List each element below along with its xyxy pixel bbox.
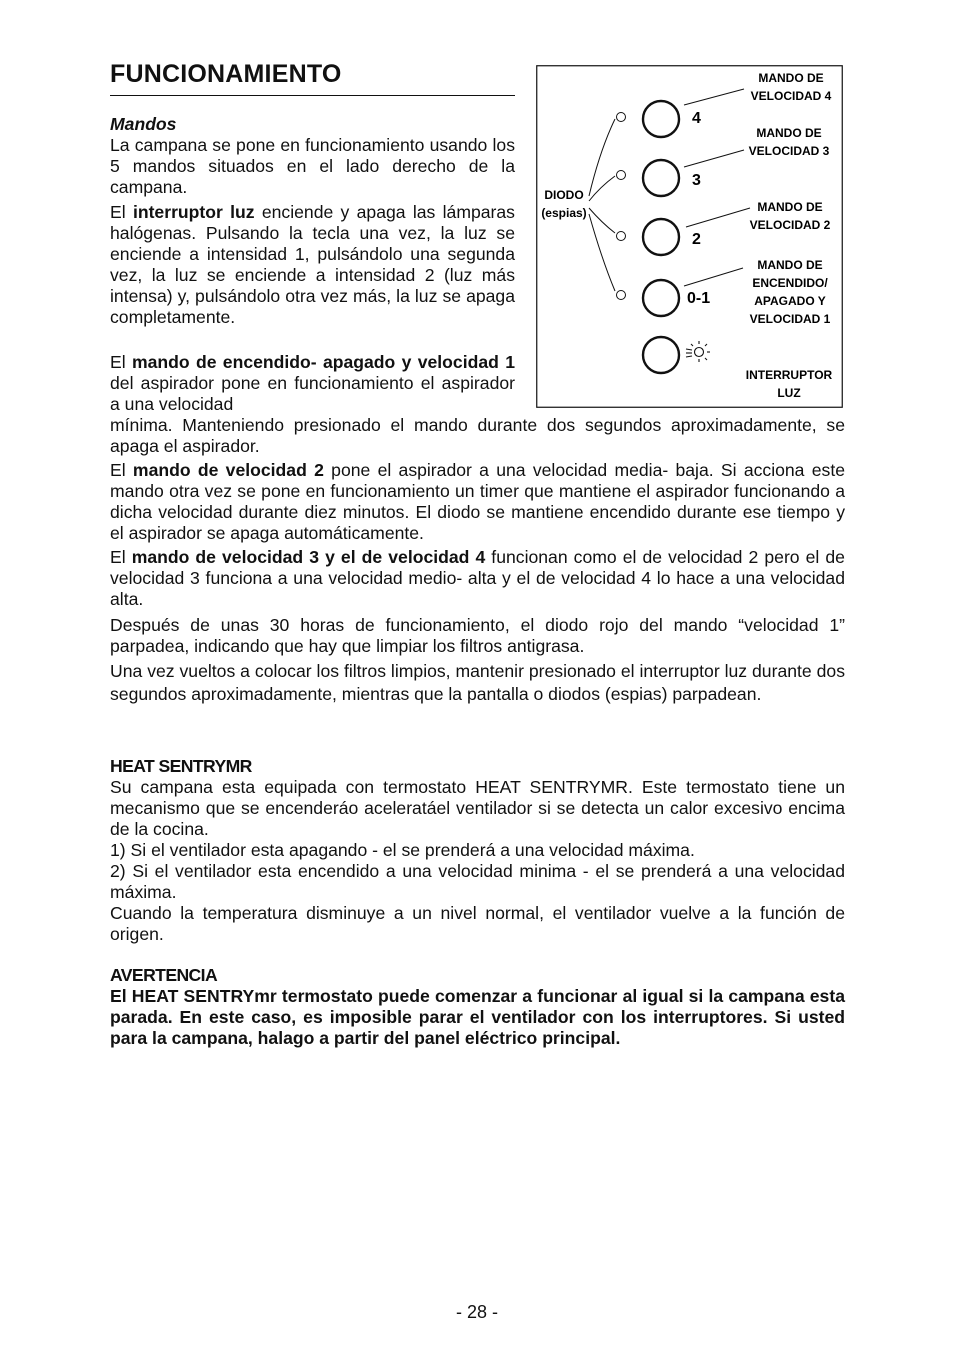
diode-leader-line bbox=[589, 208, 615, 233]
mandos-paragraph-7: Una vez vueltos a colocar los filtros limpios, mantenir presionado el interruptor luz durante dos segundos aproximadamente, mientras que la pantalla o diodos (espias) parpadean. bbox=[110, 661, 845, 704]
text-run: funcionan como el de velocidad 2 pero el de velocidad 3 funciona a una velocidad medio- alta y el de velocidad 4 lo hace a una velocidad alta. bbox=[110, 547, 845, 609]
speed-2-button[interactable] bbox=[643, 219, 679, 255]
bold-term: mando de velocidad 2 bbox=[132, 460, 324, 480]
warning-heading: AVERTENCIA bbox=[110, 965, 218, 985]
speed-4-label-line-2: VELOCIDAD 4 bbox=[750, 89, 832, 103]
speed-3-number: 3 bbox=[692, 172, 701, 189]
label-leader-line bbox=[684, 150, 744, 167]
speed-3-label-line-1: MANDO DE bbox=[756, 126, 822, 140]
text-run: del aspirador pone en funcionamiento el aspirador a una velocidad bbox=[110, 373, 515, 414]
speed-2-label-line-1: MANDO DE bbox=[757, 200, 823, 214]
speed-4-label-line-1: MANDO DE bbox=[758, 71, 824, 85]
heat-sentry-item-2: 2) Si el ventilador esta encendido a una velocidad minima - el se prenderá a una velocidad máxima. bbox=[110, 861, 845, 902]
heat-sentry-paragraph-1: Su campana esta equipada con termostato HEAT SENTRYMR. Este termostato tiene un mecanismo que se encenderáo aceleratáel ventilador si se detecta un calor excesivo encima de la cocina. bbox=[110, 777, 845, 839]
diode-label-line-1: DIODO bbox=[544, 188, 584, 202]
diode-leader-line bbox=[589, 214, 615, 291]
bold-term: mando de velocidad 3 y el de velocidad 4 bbox=[131, 547, 486, 567]
diode-indicator-2 bbox=[617, 232, 626, 241]
bold-term: mando de encendido- apagado y velocidad 1 bbox=[131, 352, 515, 372]
mandos-paragraph-3-continued: mínima. Manteniendo presionado el mando durante dos segundos aproximadamente, se apaga el aspirador. bbox=[110, 415, 845, 456]
diode-leader-line bbox=[589, 119, 615, 196]
speed-3-button[interactable] bbox=[643, 160, 679, 196]
text-run: enciende y apaga las lámparas halógenas. Pulsando la tecla una vez, la luz se enciende a intensidad 1, pulsándolo una segunda vez, la luz se enciende a intensidad 2 (luz más intensa) y, pulsándolo otra vez más, la luz se apaga completamente. bbox=[110, 202, 515, 327]
power-speed-1-label-line-2: ENCENDIDO/ bbox=[752, 276, 828, 290]
page-number: - 28 - bbox=[455, 1302, 498, 1322]
mandos-paragraph-3 bbox=[110, 352, 515, 415]
text-run: El bbox=[110, 547, 132, 567]
controls-diagram-svg bbox=[536, 65, 843, 408]
warning-body: El HEAT SENTRYmr termostato puede comenzar a funcionar al igual si la campana esta parada. En este caso, es imposible parar el ventilador con los interruptores. Si usted para la campana, halago a partir del panel eléctrico principal. bbox=[110, 986, 845, 1048]
bold-term: interruptor luz bbox=[132, 202, 255, 222]
label-leader-line bbox=[684, 89, 744, 105]
speed-4-button[interactable] bbox=[643, 101, 679, 137]
text-run: El bbox=[110, 352, 132, 372]
diode-indicator-4 bbox=[617, 113, 626, 122]
mandos-paragraph-4 bbox=[110, 460, 845, 544]
speed-2-label-line-2: VELOCIDAD 2 bbox=[749, 218, 831, 232]
light-switch-label-line-2: LUZ bbox=[777, 386, 801, 400]
diode-label-line-2: (espias) bbox=[541, 206, 587, 220]
diode-indicator-0-1 bbox=[617, 291, 626, 300]
page-title: FUNCIONAMIENTO bbox=[110, 60, 342, 88]
light-switch-label-line-1: INTERRUPTOR bbox=[745, 368, 833, 382]
heat-sentry-item-1: 1) Si el ventilador esta apagando - el se prenderá a una velocidad máxima. bbox=[110, 840, 695, 860]
label-leader-line bbox=[686, 208, 750, 227]
mandos-paragraph-2 bbox=[110, 202, 515, 328]
speed-2-number: 2 bbox=[692, 231, 701, 248]
label-leader-line bbox=[684, 268, 743, 286]
heat-sentry-heading: HEAT SENTRYMR bbox=[110, 756, 252, 776]
light-sun-icon bbox=[686, 341, 710, 362]
power-speed-1-button[interactable] bbox=[643, 280, 679, 316]
controls-diagram bbox=[536, 65, 843, 408]
text-run: pone el aspirador a una velocidad media- baja. Si acciona este mando otra vez se pone en funcionamiento un timer que mantiene el aspirador funcionando a dicha velocidad durante diez minutos. El diodo se mantiene encendido durante ese tiempo y el aspirador se apaga automáticamente. bbox=[110, 460, 845, 543]
mandos-paragraph-1: La campana se pone en funcionamiento usando los 5 mandos situados en el lado derecho de la campana. bbox=[110, 135, 515, 197]
title-rule bbox=[110, 95, 515, 96]
mandos-subheading: Mandos bbox=[110, 114, 177, 134]
power-speed-1-label-line-4: VELOCIDAD 1 bbox=[749, 312, 831, 326]
diode-indicator-3 bbox=[617, 171, 626, 180]
speed-3-label-line-2: VELOCIDAD 3 bbox=[748, 144, 830, 158]
text-run: El bbox=[110, 460, 133, 480]
text-run: El bbox=[110, 202, 133, 222]
power-speed-1-label-line-1: MANDO DE bbox=[757, 258, 823, 272]
power-speed-1-number: 0-1 bbox=[687, 290, 711, 307]
light-switch-button[interactable] bbox=[643, 337, 679, 373]
mandos-paragraph-6: Después de unas 30 horas de funcionamiento, el diodo rojo del mando “velocidad 1” parpadea, indicando que hay que limpiar los filtros antigrasa. bbox=[110, 615, 845, 656]
power-speed-1-label-line-3: APAGADO Y bbox=[754, 294, 826, 308]
mandos-paragraph-5 bbox=[110, 547, 845, 610]
heat-sentry-paragraph-2: Cuando la temperatura disminuye a un nivel normal, el ventilador vuelve a la función de origen. bbox=[110, 903, 845, 944]
speed-4-number: 4 bbox=[692, 110, 701, 127]
